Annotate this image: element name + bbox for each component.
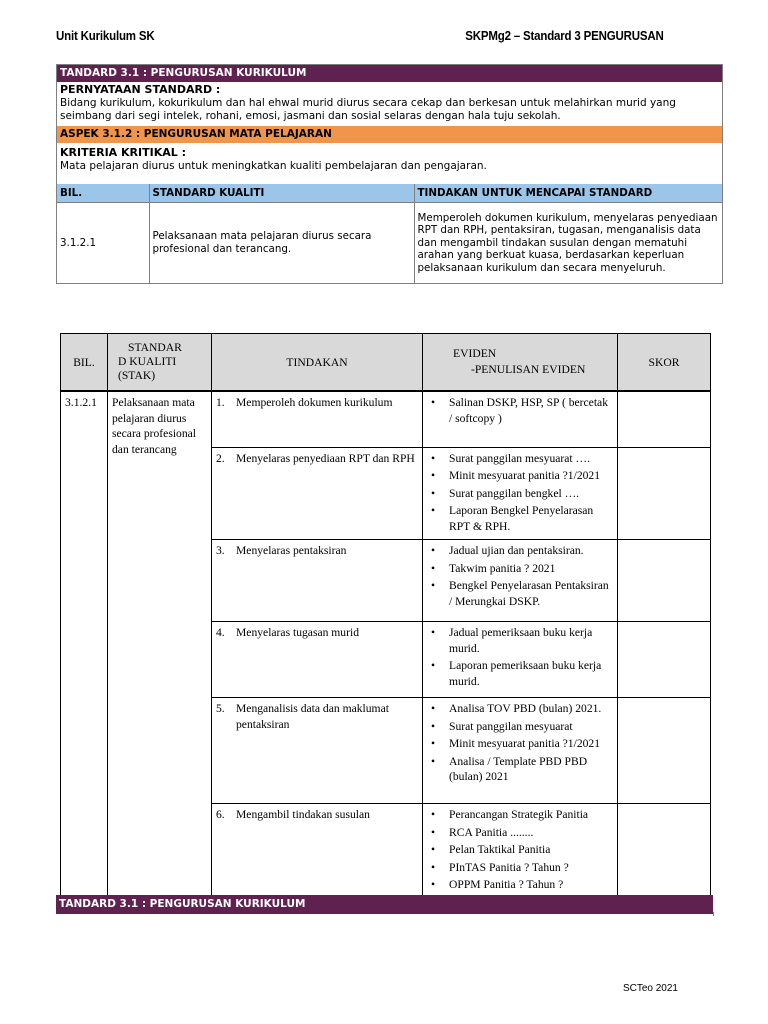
header-unit-title: Unit Kurikulum SK [56,29,155,43]
evidence-item: • Takwim panitia ? 2021 [449,561,613,577]
evidence-item: • Surat panggilan mesyuarat [449,719,613,735]
main-bil: 3.1.2.1 [61,391,108,901]
col-header-skor: SKOR [618,334,711,392]
skor-cell[interactable] [618,391,711,447]
skor-cell[interactable] [618,698,711,804]
aspect-band: ASPEK 3.1.2 : PENGURUSAN MATA PELAJARAN [57,126,722,143]
col-header-tindakan: TINDAKAN [212,334,423,392]
evidence-item: • Bengkel Penyelarasan Pentaksiran / Merungkai DSKP. [449,578,613,609]
page-header [56,29,664,47]
row-tindakan: Memperoleh dokumen kurikulum, menyelaras penyediaan RPT dan RPH, pentaksiran, tugasan, menganalisis data dan mengambil tindakan susulan dengan mematuhi arahan yang berkuat kuasa, berdasarkan keperluan pelaksanaan kurikulum dan secara menyeluruh. [414,203,722,283]
standard-summary [56,64,723,284]
evidence-cell [423,391,618,447]
col-header-bil: BIL. [57,184,149,203]
evidence-item: • Salinan DSKP, HSP, SP ( bercetak / softcopy ) [449,395,613,426]
evidence-item: • Laporan Bengkel Penyelarasan RPT & RPH. [449,503,613,534]
action-text: Menyelaras pentaksiran [236,544,347,557]
action-cell: 1. Memperoleh dokumen kurikulum [212,391,423,447]
criteria-block [57,143,722,184]
evidence-item: • Perancangan Strategik Panitia [449,807,613,823]
evidence-cell [423,622,618,698]
action-cell: 3. Menyelaras pentaksiran [212,540,423,622]
col-header-eviden: EVIDEN -PENULISAN EVIDEN [423,334,618,392]
evidence-cell [423,540,618,622]
evidence-item: • Minit mesyuarat panitia ?1/2021 [449,468,613,484]
skor-cell[interactable] [618,622,711,698]
action-cell: 5. Menganalisis data dan maklumat pentaksiran [212,698,423,804]
col-header-bil: BIL. [61,334,108,392]
evidence-cell [423,804,618,901]
statement-text: Bidang kurikulum, kokurikulum dan hal ehwal murid diurus secara cekap dan berkesan untuk melahirkan murid yang seimbang dari segi intelek, rohani, emosi, jasmani dan sosial selaras dengan hala tuju sekolah. [60,96,676,122]
criteria-text: Mata pelajaran diurus untuk meningkatkan kualiti pembelajaran dan pengajaran. [60,159,487,172]
statement-title: PERNYATAAN STANDARD : [60,83,221,96]
evidence-item: • Analisa / Template PBD PBD (bulan) 2021 [449,754,613,785]
header-standard-title: SKPMg2 – Standard 3 PENGURUSAN [465,29,664,43]
criteria-title: KRITERIA KRITIKAL : [60,146,186,159]
row-bil: 3.1.2.1 [57,203,149,283]
evidence-item: • Analisa TOV PBD (bulan) 2021. [449,701,613,717]
evidence-item: • Jadual ujian dan pentaksiran. [449,543,613,559]
action-text: Menyelaras penyediaan RPT dan RPH [236,451,415,465]
action-text: Mengambil tindakan susulan [236,808,370,821]
evidence-table [60,333,711,902]
action-text: Memperoleh dokumen kurikulum [236,396,393,409]
evidence-item: • Pelan Taktikal Panitia [449,842,613,858]
evidence-item: • OPPM Panitia ? Tahun ? [449,877,613,893]
footer-credit: SCTeo 2021 [622,983,678,994]
action-cell: 2. Menyelaras penyediaan RPT dan RPH [212,447,423,540]
evidence-cell [423,447,618,540]
action-text: Menyelaras tugasan murid [236,626,359,639]
col-header-standard-kualiti: STANDARD KUALITI [149,184,414,203]
bottom-border [56,912,714,916]
evidence-item: • PInTAS Panitia ? Tahun ? [449,860,613,876]
action-cell: 4. Menyelaras tugasan murid [212,622,423,698]
evidence-item: • Minit mesyuarat panitia ?1/2021 [449,736,613,752]
skor-cell[interactable] [618,540,711,622]
evidence-item: • Laporan pemeriksaan buku kerja murid. [449,658,613,689]
row-standard: Pelaksanaan mata pelajaran diurus secara profesional dan terancang. [149,203,414,283]
evidence-cell [423,698,618,804]
main-stak: Pelaksanaan mata pelajaran diurus secara profesional dan terancang [108,391,212,901]
evidence-item: • Surat panggilan bengkel …. [449,486,613,502]
statement-block [57,82,722,126]
col-header-stak: STANDAR D KUALITI (STAK) [108,334,212,392]
skor-cell[interactable] [618,447,711,540]
action-text: Menganalisis data dan maklumat pentaksiran [236,702,389,731]
evidence-item: • RCA Panitia ........ [449,825,613,841]
evidence-table-wrapper [60,333,710,902]
standard-band: TANDARD 3.1 : PENGURUSAN KURIKULUM [57,65,722,82]
col-header-tindakan: TINDAKAN UNTUK MENCAPAI STANDARD [414,184,722,203]
standard-table [57,184,722,283]
skor-cell[interactable] [618,804,711,901]
evidence-item: • Surat panggilan mesyuarat …. [449,451,613,467]
evidence-item: • Jadual pemeriksaan buku kerja murid. [449,625,613,656]
bottom-standard-band: TANDARD 3.1 : PENGURUSAN KURIKULUM [56,895,713,914]
action-cell: 6. Mengambil tindakan susulan [212,804,423,901]
